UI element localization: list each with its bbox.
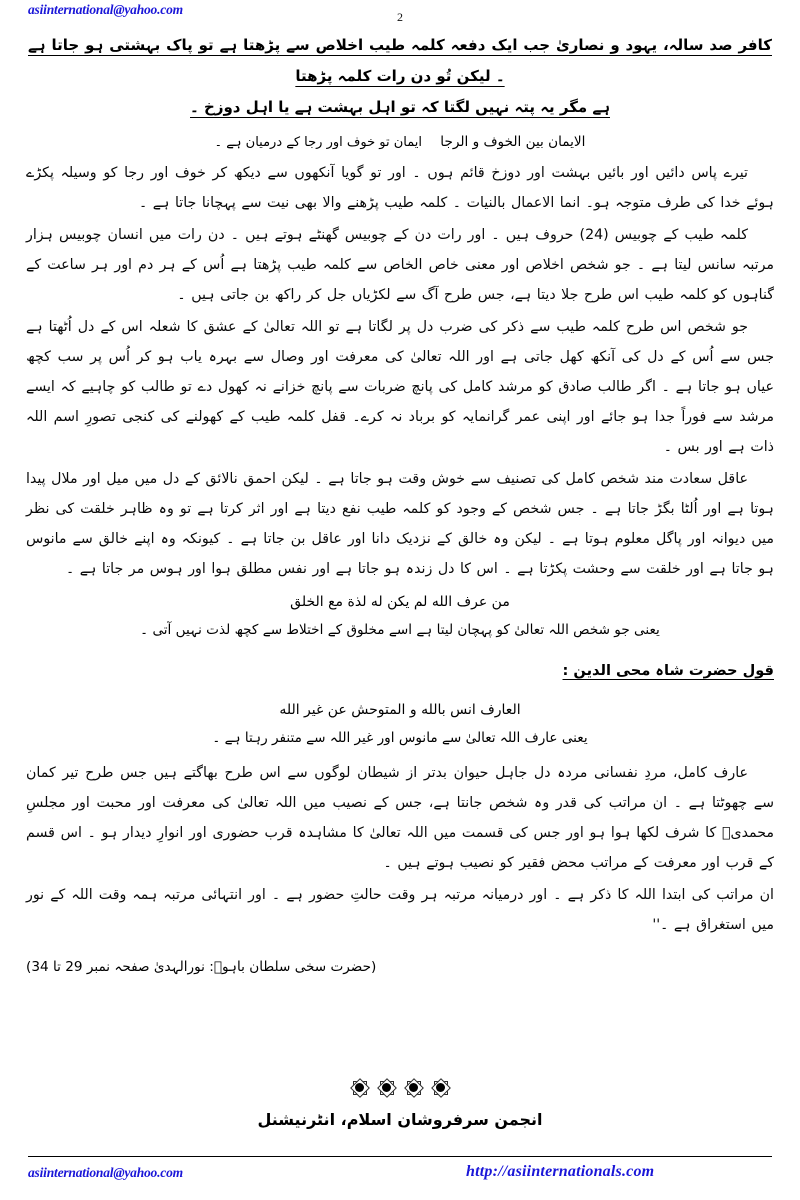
arabic-maxim-gloss: ایمان تو خوف اور رجا کے درمیان ہے ۔ <box>214 135 422 150</box>
quotation-arabic: العارف انس بالله و المتوحش عن غیر الله <box>279 702 521 718</box>
main-heading-line-1: کافر صد سالہ، یہود و نصاریٰ جب ایک دفعہ کلمہ طیب اخلاص سے پڑھتا ہے تو پاک بہشتی ہو جاتا ہے ۔ لیکن تُو دن رات کلمہ پڑھتا <box>28 36 772 85</box>
page-header <box>0 0 800 34</box>
quotation-translation: یعنی عارف اللہ تعالیٰ سے مانوس اور غیر اللہ سے متنفر رہتا ہے ۔ <box>212 730 588 746</box>
diamond-star-icon <box>351 1079 368 1096</box>
footer-divider <box>28 1156 772 1157</box>
page-footer <box>0 1162 800 1192</box>
ornament-divider <box>0 1079 800 1096</box>
main-heading <box>26 30 774 123</box>
body-paragraph: ان مراتب کی ابتدا اللہ کا ذکر ہے ۔ اور درمیانہ مرتبہ ہر وقت حالتِ حضور ہے ۔ اور انتہائی مرتبہ ہمہ وقت اللہ کے نور میں استغراق ہے ۔'' <box>26 887 774 933</box>
diamond-star-icon <box>405 1079 422 1096</box>
document-body <box>26 30 774 980</box>
footer-website-link[interactable]: http://asiinternationals.com <box>466 1163 655 1180</box>
body-paragraph: عاقل سعادت مند شخص کامل کی تصنیف سے خوش وقت ہو جاتا ہے ۔ لیکن احمق نالائق کے دل میں میل اور ملال پیدا ہوتا ہے اور اُلٹا بگڑ جاتا ہے ۔ جس شخص کے وجود کو کلمہ طیب نفع دیتا ہے اور اثر کرتا ہے تو وہ ظاہر خلقت کی نظر میں دیوانہ اور پاگل معلوم ہوتا ہے ۔ لیکن وہ خالق کے نزدیک دانا اور عاقل بن جاتا ہے ۔ کیونکہ وہ اپنے خالق سے مانوس ہو جاتا ہے اور خلقت سے وحشت پکڑتا ہے ۔ اس کا دل زندہ ہو جاتا ہے اور نفس مطلق ہوا اور ہوس مر جاتا ہے ۔ <box>26 471 774 577</box>
arabic-maxim-text: الایمان بین الخوف و الرجا <box>440 134 586 150</box>
diamond-star-icon <box>432 1079 449 1096</box>
footer-email-link[interactable]: asiinternational@yahoo.com <box>28 1165 183 1180</box>
source-citation: (حضرت سخی سلطان باہوؒ: نورالہدیٰ صفحہ نمبر 29 تا 34) <box>26 959 377 975</box>
body-paragraph: عارف کامل، مردِ نفسانی مردہ دل جاہل حیوان بدتر از شیطان لوگوں سے اس طرح بھاگتے ہیں جس طرح تیر کمان سے چھوٹتا ہے ۔ ان مراتب کی قدر وہ شخص جانتا ہے، جس کے نصیب میں اللہ تعالیٰ کی معرفت اور محبت اور مجلسِ محمدیؐ کا شرف لکھا ہوا ہو اور جس کی قسمت میں اللہ تعالیٰ کا مشاہدہ قرب حضوری اور انوارِ دیدار ہو ۔ اس قسم کے قرب اور معرفت کے مراتب محض فقیر کو نصیب ہوتے ہیں ۔ <box>26 765 774 871</box>
page-number: 2 <box>397 10 403 24</box>
body-paragraph: جو شخص اس طرح کلمہ طیب سے ذکر کی ضرب دل پر لگاتا ہے تو اللہ تعالیٰ کے عشق کا شعلہ اس کے دل اُٹھتا ہے جس سے اُس کے دل کی آنکھ کھل جاتی ہے اور اللہ تعالیٰ کی معرفت اور وصال سے بہرہ یاب ہو کر اُس پر سب کچھ عیاں ہو جاتا ہے ۔ اگر طالب صادق کو مرشد کامل کی پانچ ضربات سے پانچ خزانے نہ کھول دے تو طالب کو چاہیے کہ ایسے مرشد سے فوراً جدا ہو جائے اور اپنی عمر گرانمایہ کو برباد نہ کرے۔ قفل کلمہ طیب کے کھولنے کی کنجی تصورِ اسم اللہ ذات ہے اور بس ۔ <box>26 319 774 455</box>
arabic-maxim-line <box>26 129 774 156</box>
main-heading-line-2: ہے مگر یہ پتہ نہیں لگتا کہ تو اہل بہشت ہے یا اہل دوزخ ۔ <box>190 98 610 116</box>
quotation-arabic: من عرف الله لم یکن له لذة مع الخلق <box>290 594 510 610</box>
body-paragraph: تیرے پاس دائیں اور بائیں بہشت اور دوزخ قائم ہوں ۔ اور تو گویا آنکھوں سے دیکھ کر خوف اور رجا کو وسیلہ پکڑے ہوئے خدا کی طرف متوجہ ہو۔ انما الاعمال بالنیات ۔ کلمہ طیب پڑھنے والا بھی نیت سے پہچانا جاتا ہے ۔ <box>26 165 774 211</box>
quotation-translation: یعنی جو شخص اللہ تعالیٰ کو پہچان لیتا ہے اسے مخلوق کے اختلاط سے کچھ لذت نہیں آتی ۔ <box>140 622 660 638</box>
diamond-star-icon <box>378 1079 395 1096</box>
section-subheading: قول حضرت شاہ محی الدین : <box>562 662 774 679</box>
organisation-name: انجمن سرفروشان اسلام، انٹرنیشنل <box>257 1110 543 1129</box>
body-paragraph: کلمہ طیب کے چوبیس (24) حروف ہیں ۔ اور رات دن کے چوبیس گھنٹے ہوتے ہیں ۔ دن رات میں انسان چوبیس ہزار مرتبہ سانس لیتا ہے ۔ جو شخص اخلاص اور معنی خاص الخاص سے کلمہ طیب پڑھتا ہے اُس کے ہر دم اور ہر ساعت کے گناہوں کو کلمہ طیب اس طرح جلا دیتا ہے، جس طرح آگ سے لکڑیاں جل کر راکھ بن جاتی ہیں ۔ <box>26 227 774 303</box>
header-email-link[interactable]: asiinternational@yahoo.com <box>28 2 183 17</box>
